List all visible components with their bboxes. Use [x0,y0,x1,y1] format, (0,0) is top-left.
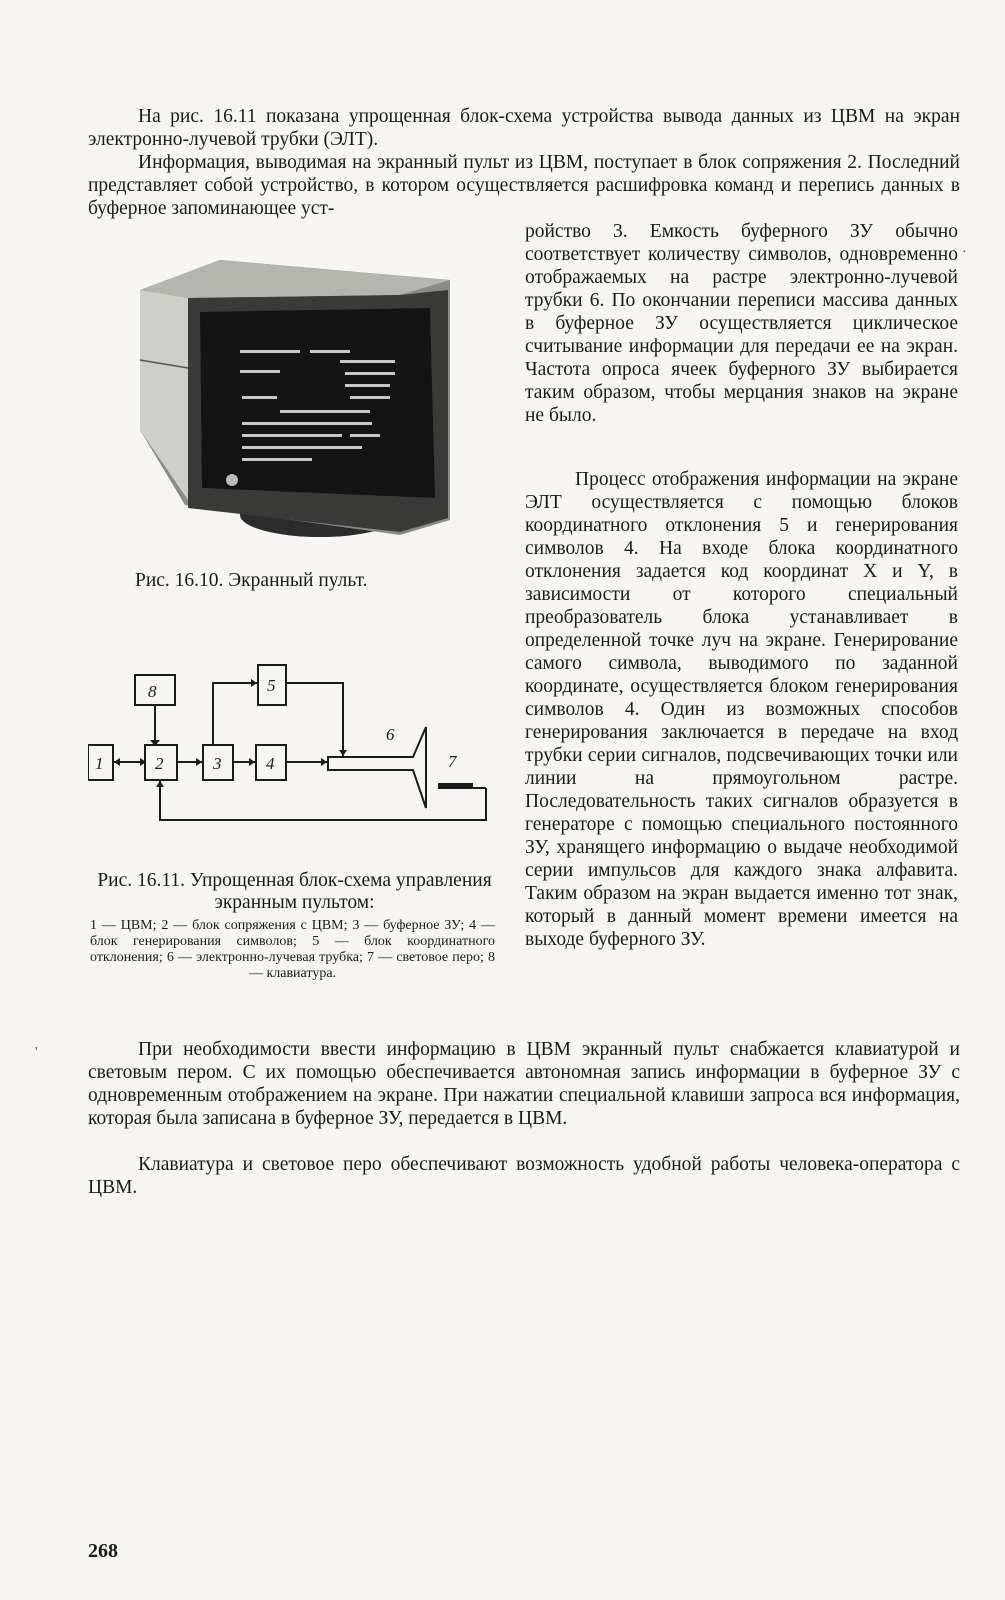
label-2: 2 [155,754,164,773]
figure-block-diagram [88,655,498,830]
figure-16-11-caption: Рис. 16.11. Упрощенная блок-схема управления экранным пультом: [97,870,492,913]
label-5: 5 [267,676,276,695]
page-number: 268 [88,1540,118,1562]
paragraph-keyboard-pen: При необходимости ввести информацию в ЦВМ экранный пульт снабжается клавиатурой и световым пером. С их помощью обеспечивается автономная запись информации в буферное ЗУ с одновременным отображением на экране. При нажатии специальной клавиши запроса вся информация, которая была записана в буферное ЗУ, передается в ЦВМ. [88,1039,960,1129]
label-1: 1 [95,754,104,773]
label-4: 4 [266,754,275,773]
paragraph-info-flow: Информация, выводимая на экранный пульт из ЦВМ, поступает в блок сопряжения 2. Последний представляет собой устройство, в котором осуществляется расшифровка команд и перепись данных в буферное запоминающее уст- [88,152,960,219]
paragraph-buffer-memory: ройство 3. Емкость буферного ЗУ обычно соответствует количеству символов, одновременно отображаемых на растре электронно-лучевой трубки 6. По окончании переписи массива данных в буферное ЗУ осуществляется циклическое считывание информации для передачи ее на экран. Частота опроса ячеек буферного ЗУ выбирается таким образом, чтобы мерцания знаков на экране не было. [525,221,958,426]
paragraph-intro: На рис. 16.11 показана упрощенная блок-схема устройства вывода данных из ЦВМ на экран электронно-лучевой трубки (ЭЛТ). [88,106,960,150]
power-knob [226,474,238,486]
stray-mark-right: · [962,245,967,260]
label-7: 7 [448,752,457,771]
figure-16-10-caption: Рис. 16.10. Экранный пульт. [135,570,368,591]
figure-16-11-legend: 1 — ЦВМ; 2 — блок сопряжения с ЦВМ; 3 — буферное ЗУ; 4 — блок генерирования символов; 5 — блок координатного отклонения; 6 — электронно-лучевая трубка; 7 — световое перо; 8 — клавиатура. [90,918,495,981]
label-8: 8 [148,682,157,701]
figure-monitor-photo [130,250,460,555]
light-pen-7 [438,783,473,789]
monitor-screen [200,308,435,498]
paragraph-display-process: Процесс отображения информации на экране ЭЛТ осуществляется с помощью блоков координатного отклонения 5 и генерирования символов 4. На входе блока координатного отклонения задается код координат X и Y, в зависимости от которого специальный преобразователь блока устанавливает в определенной точке луч на экране. Генерирование самого символа, выводимого по заданной координате, осуществляется блоком генерирования символов 4. Один из возможных способов генерирования заключается в передаче на вход трубки серии сигналов, подсвечивающих точки или линии на прямоугольном растре. Последовательность таких сигналов образуется в генераторе с помощью специального постоянного ЗУ, хранящего информацию о выдаче необходимой серии импульсов для каждого знака алфавита. Таким образом на экран выдается именно тот знак, который в данный момент времени имеется на выходе буферного ЗУ. [525,469,958,950]
stray-mark-left: ' [35,1045,38,1060]
paragraph-conclusion: Клавиатура и световое перо обеспечивают возможность удобной работы человека-оператора с ЦВМ. [88,1154,960,1198]
label-3: 3 [213,754,222,773]
label-6: 6 [386,725,395,744]
